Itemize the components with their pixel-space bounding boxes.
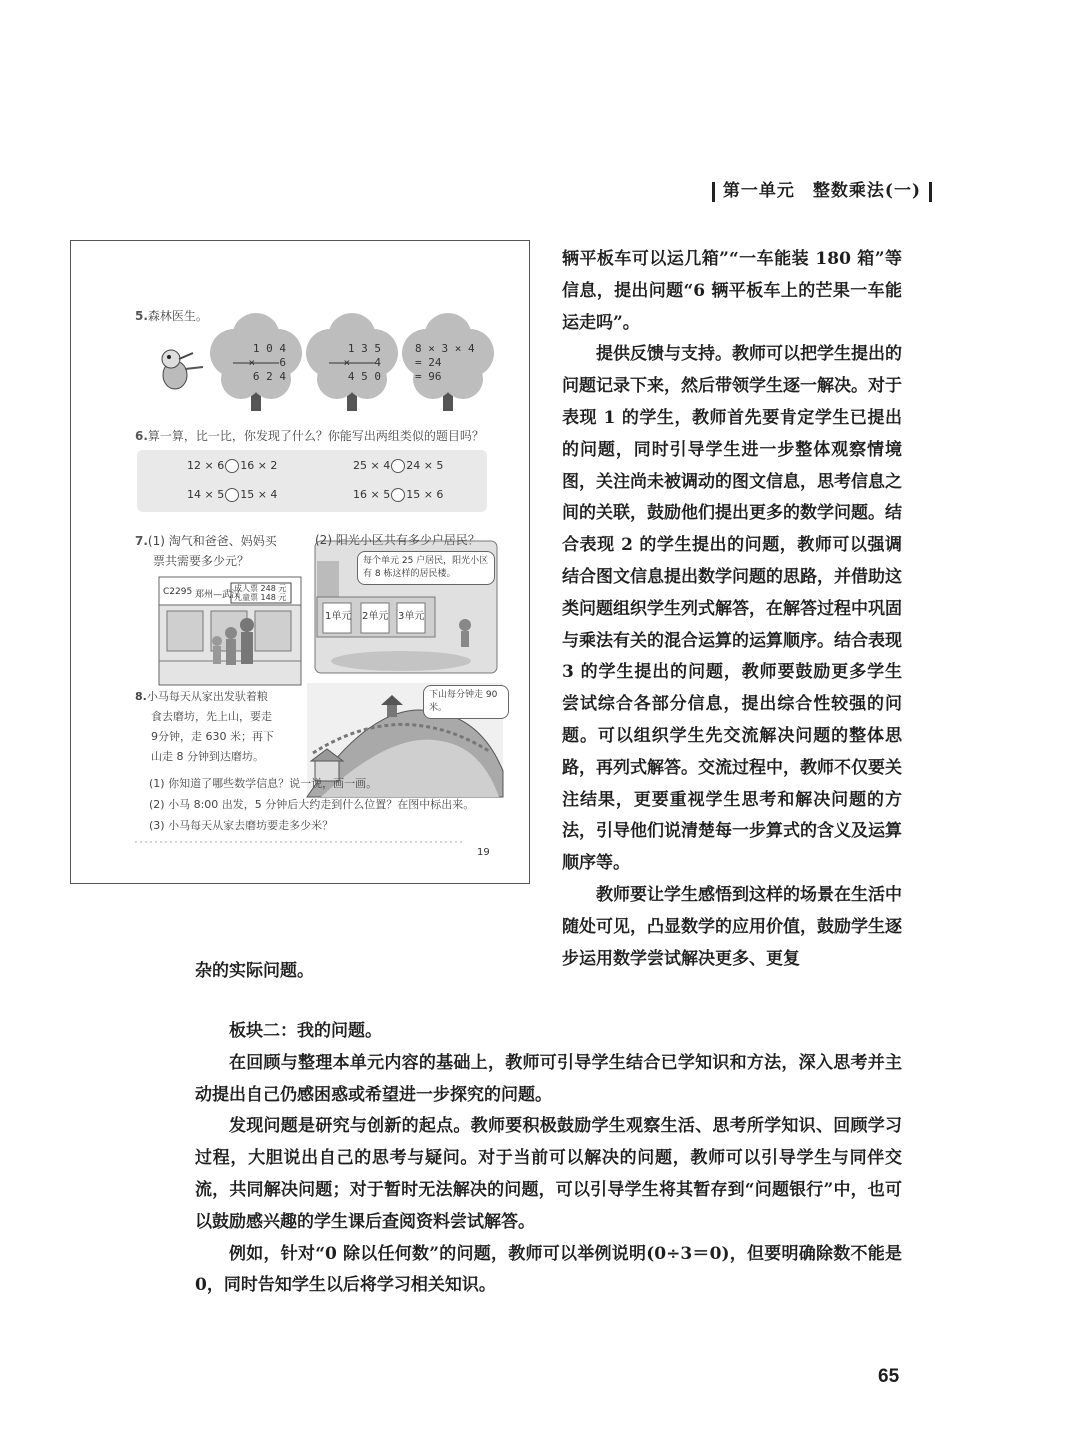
exercise-7-part-2: (2) 阳光小区共有多少户居民？ (315, 533, 480, 547)
exercise-6-label: 6.算一算，比一比，你发现了什么？你能写出两组类似的题目吗？ (135, 429, 484, 443)
paragraph: 教师要让学生感悟到这样的场景在生活中随处可见，凸显数学的应用价值，鼓励学生逐步运用数学尝试解决更多、更复 (562, 884, 902, 969)
page-number: 65 (878, 1366, 900, 1387)
comparison-pair: 25 × 4 24 × 5 (353, 459, 444, 472)
tree-3-calculation: 8 × 3 × 4 = 24 = 96 (415, 342, 475, 383)
unit-label: 1单元 (325, 611, 352, 622)
paragraph: 提供反馈与支持。教师可以把学生提出的问题记录下来，然后带领学生逐一解决。对于表现 1 的学生，教师首先要肯定学生已提出的问题，同时引导学生进一步整体观察情境图，关注尚未被调动的图文信息，思考信息之间的关联，鼓励他们提出更多的数学问题。结合表现 2 的学生提出的问题，教师可以强调结合图文信息提出数学问题的思路，并借助这类问题组织学生列式解答，在解答过程中巩固与乘法有关的混合运算的运算顺序。结合表现 3 的学生提出的问题，教师要鼓励更多学生尝试综合各部分信息，提出综合性较强的问题。可以组织学生先交流解决问题的整体思路，再列式解答。交流过程中，教师不仅要关注结果，更要重视学生思考和解决问题的方法，引导他们说清楚每一步算式的含义及运算顺序等。 (562, 344, 902, 874)
paragraph: 例如，针对“0 除以任何数”的问题，教师可以举例说明(0÷3＝0)，但要明确除数不能是 0，同时告知学生以后将学习相关知识。 (195, 1243, 902, 1296)
compare-circle-icon[interactable] (391, 488, 405, 502)
continuation-text: 杂的实际问题。 (195, 961, 314, 981)
textbook-page-image (70, 240, 530, 884)
textbook-page-number: 19 (477, 847, 490, 858)
compare-circle-icon[interactable] (225, 459, 239, 473)
tree-2-calculation: 1 3 5 × 4 4 5 0 (343, 342, 381, 383)
section-heading: 板块二：我的问题。 (229, 1021, 382, 1041)
paragraph: 辆平板车可以运几箱”“一车能装 180 箱”等信息，提出问题“6 辆平板车上的芒果一车能运走吗”。 (562, 249, 902, 333)
comparison-pair: 16 × 5 15 × 6 (353, 488, 444, 501)
compare-circle-icon[interactable] (391, 459, 405, 473)
right-column-text (562, 244, 902, 975)
tree-1-calculation: 1 0 4 × 6 6 2 4 (248, 342, 286, 383)
downhill-speed-bubble: 下山每分钟走 90 米。 (423, 685, 509, 719)
compare-circle-icon[interactable] (225, 488, 239, 502)
exercise-7-part-1: 7.(1) 淘气和爸爸、妈妈买 票共需要多少元？ (135, 534, 277, 568)
train-route: 郑州—武汉 (195, 590, 241, 600)
comparison-pair: 12 × 6 16 × 2 (187, 459, 278, 472)
residents-speech-bubble: 每个单元 25 户居民，阳光小区有 8 栋这样的居民楼。 (357, 551, 495, 585)
header-title: 第一单元 整数乘法(一) (722, 181, 921, 201)
header-bar-right (929, 182, 932, 202)
ticket-prices: 成人票 248 元 儿童票 148 元 (234, 584, 287, 602)
running-header (704, 176, 940, 202)
woodpecker-doctor-icon (162, 350, 203, 389)
train-number: C2295 (163, 587, 193, 597)
paragraph: 在回顾与整理本单元内容的基础上，教师可引导学生结合已学知识和方法，深入思考并主动提出自己仍感困惑或希望进一步探究的问题。 (195, 1052, 902, 1105)
unit-label: 2单元 (362, 611, 389, 622)
exercise-8-questions: (1) 你知道了哪些数学信息？说一说，画一画。 (2) 小马 8:00 出发，5 分钟后大约走到什么位置？在图中标出来。 (3) 小马每天从家去磨坊要走多少米？ (149, 777, 475, 832)
paragraph: 发现问题是研究与创新的起点。教师要积极鼓励学生观察生活、思考所学知识、回顾学习过程，大胆说出自己的思考与疑问。对于当前可以解决的问题，教师可以引导学生与同伴交流，共同解决问题；对于暂时无法解决的问题，可以引导学生将其暂存到“问题银行”中，也可以鼓励感兴趣的学生课后查阅资料尝试解答。 (195, 1116, 902, 1232)
comparison-pair: 14 × 5 15 × 4 (187, 488, 278, 501)
header-bar-left (712, 182, 715, 202)
section-2 (195, 1016, 902, 1302)
unit-label: 3单元 (398, 611, 425, 622)
exercise-5-label: 5.森林医生。 (135, 309, 208, 323)
exercise-8-text: 8.小马每天从家出发驮着粮 食去磨坊，先上山，要走 9分钟，走 630 米；再下 山走 8 分钟到达磨坊。 (135, 690, 274, 763)
